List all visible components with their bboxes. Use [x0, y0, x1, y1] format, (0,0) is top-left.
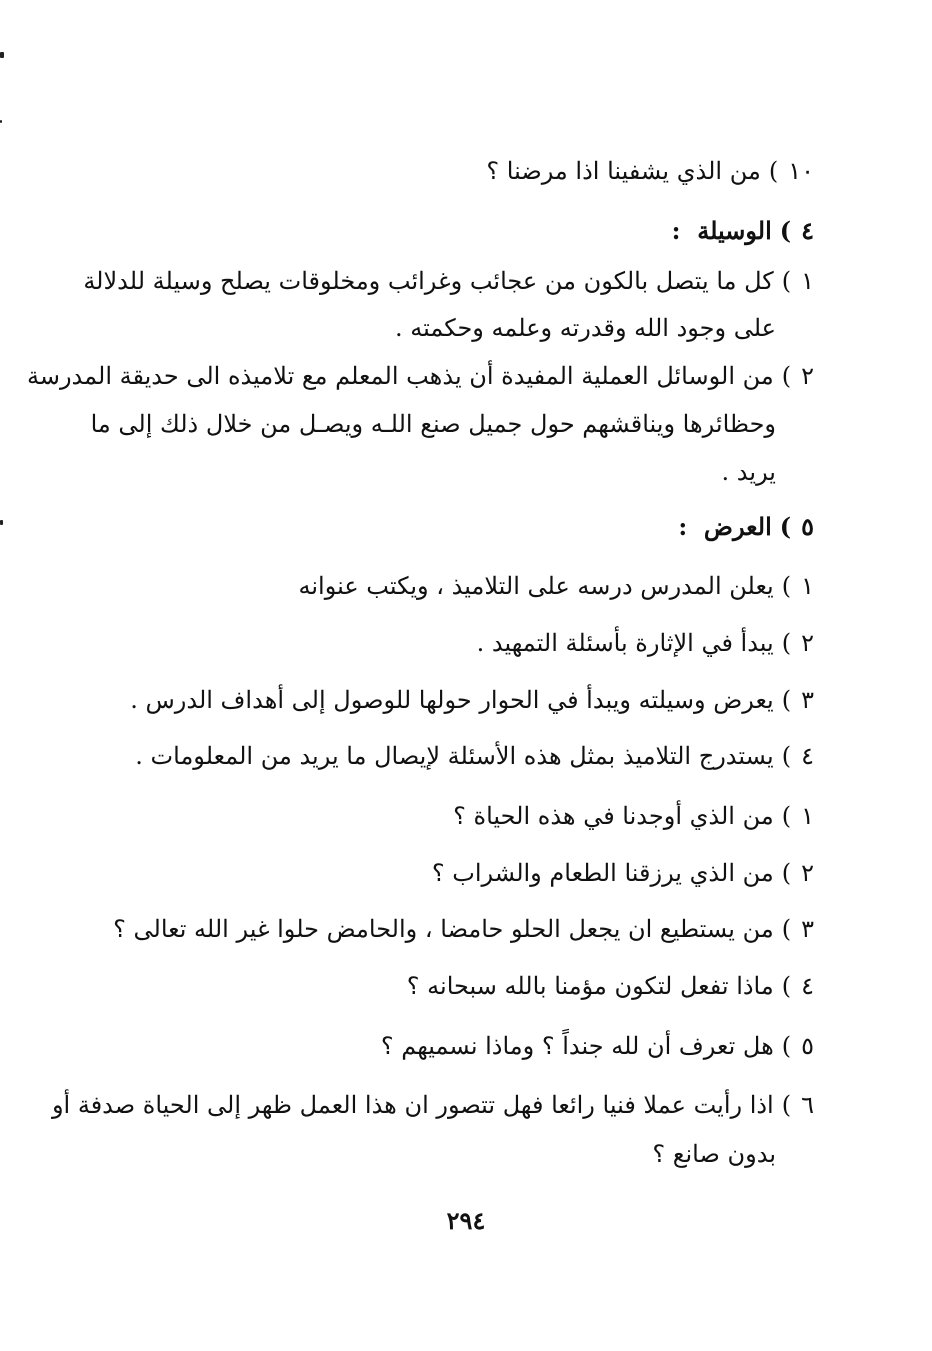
question-number: ٥	[801, 1032, 814, 1060]
question-text: بدون صانع ؟	[652, 1140, 776, 1168]
item-number: ٣	[801, 686, 814, 714]
paren: )	[781, 915, 792, 943]
question-2	[432, 857, 814, 889]
question-10	[486, 155, 814, 187]
question-5	[381, 1030, 814, 1062]
question-6-line-2	[652, 1138, 776, 1170]
paren: )	[779, 512, 792, 541]
item-text: يستدرج التلاميذ بمثل هذه الأسئلة لإيصال ما يريد من المعلومات .	[135, 742, 774, 770]
item-text: يعرض وسيلته ويبدأ في الحوار حولها للوصول إلى أهداف الدرس .	[130, 686, 774, 714]
scan-speck	[0, 52, 4, 58]
question-4	[407, 970, 814, 1002]
section-title: العرض	[703, 512, 772, 541]
question-6-line-1	[52, 1089, 814, 1121]
section-heading-presentation	[678, 511, 814, 543]
scan-speck	[0, 120, 2, 123]
question-text: من الذي يرزقنا الطعام والشراب ؟	[431, 859, 774, 887]
question-text: اذا رأيت عملا فنيا رائعا فهل تتصور ان هذا العمل ظهر إلى الحياة صدفة أو	[51, 1091, 774, 1119]
presentation-item-4	[135, 740, 814, 772]
item-number: ١	[801, 267, 814, 295]
item-number: ١	[801, 572, 814, 600]
item-number: ٢	[801, 362, 814, 390]
paren: )	[781, 267, 792, 295]
question-number: ١٠	[788, 157, 814, 185]
paren: )	[781, 572, 792, 600]
paren: )	[781, 1032, 792, 1060]
means-item-1-line-1	[83, 265, 814, 297]
page-number: ٢٩٤	[446, 1206, 486, 1235]
means-item-2-line-1	[27, 360, 814, 392]
question-3	[113, 913, 814, 945]
paren: )	[781, 742, 792, 770]
paren: )	[781, 859, 792, 887]
item-text: وحظائرها ويناقشهم حول جميل صنع اللـه ويصـل من خلال ذلك إلى ما	[90, 410, 776, 438]
presentation-item-3	[130, 684, 814, 716]
item-number: ٢	[801, 629, 814, 657]
section-colon: :	[671, 216, 681, 245]
section-heading-means	[672, 215, 814, 247]
paren: )	[781, 362, 792, 390]
means-item-1-line-2	[395, 312, 776, 344]
item-text: يريد .	[721, 458, 776, 486]
item-text: كل ما يتصل بالكون من عجائب وغرائب ومخلوقات يصلح وسيلة للدلالة	[83, 267, 774, 295]
question-text: ماذا تفعل لتكون مؤمنا بالله سبحانه ؟	[406, 972, 774, 1000]
question-text: من يستطيع ان يجعل الحلو حامضا ، والحامض حلوا غير الله تعالى ؟	[113, 915, 774, 943]
paren: )	[781, 1091, 792, 1119]
question-number: ٣	[801, 915, 814, 943]
question-text: من الذي يشفينا اذا مرضنا ؟	[486, 157, 761, 185]
means-item-2-line-2	[91, 408, 776, 440]
item-text: من الوسائل العملية المفيدة أن يذهب المعلم مع تلاميذه الى حديقة المدرسة	[26, 362, 774, 390]
paren: )	[768, 157, 779, 185]
item-text: يبدأ في الإثارة بأسئلة التمهيد .	[476, 629, 774, 657]
question-number: ١	[801, 802, 814, 830]
paren: )	[781, 629, 792, 657]
item-text: يعلن المدرس درسه على التلاميذ ، ويكتب عنوانه	[298, 572, 774, 600]
question-1	[453, 800, 814, 832]
question-text: هل تعرف أن لله جنداً ؟ وماذا نسميهم ؟	[380, 1032, 774, 1060]
section-number: ٤	[801, 216, 814, 245]
question-number: ٤	[801, 972, 814, 1000]
means-item-2-line-3	[722, 456, 776, 488]
question-number: ٢	[801, 859, 814, 887]
paren: )	[781, 972, 792, 1000]
question-text: من الذي أوجدنا في هذه الحياة ؟	[453, 802, 774, 830]
paren: )	[781, 802, 792, 830]
question-number: ٦	[801, 1091, 814, 1119]
paren: )	[781, 686, 792, 714]
scan-speck	[0, 520, 3, 525]
section-number: ٥	[801, 512, 814, 541]
paren: )	[779, 216, 792, 245]
item-number: ٤	[801, 742, 814, 770]
presentation-item-2	[477, 627, 814, 659]
presentation-item-1	[299, 570, 815, 602]
section-title: الوسيلة	[697, 216, 772, 245]
section-colon: :	[678, 512, 688, 541]
item-text: على وجود الله وقدرته وعلمه وحكمته .	[394, 314, 776, 342]
